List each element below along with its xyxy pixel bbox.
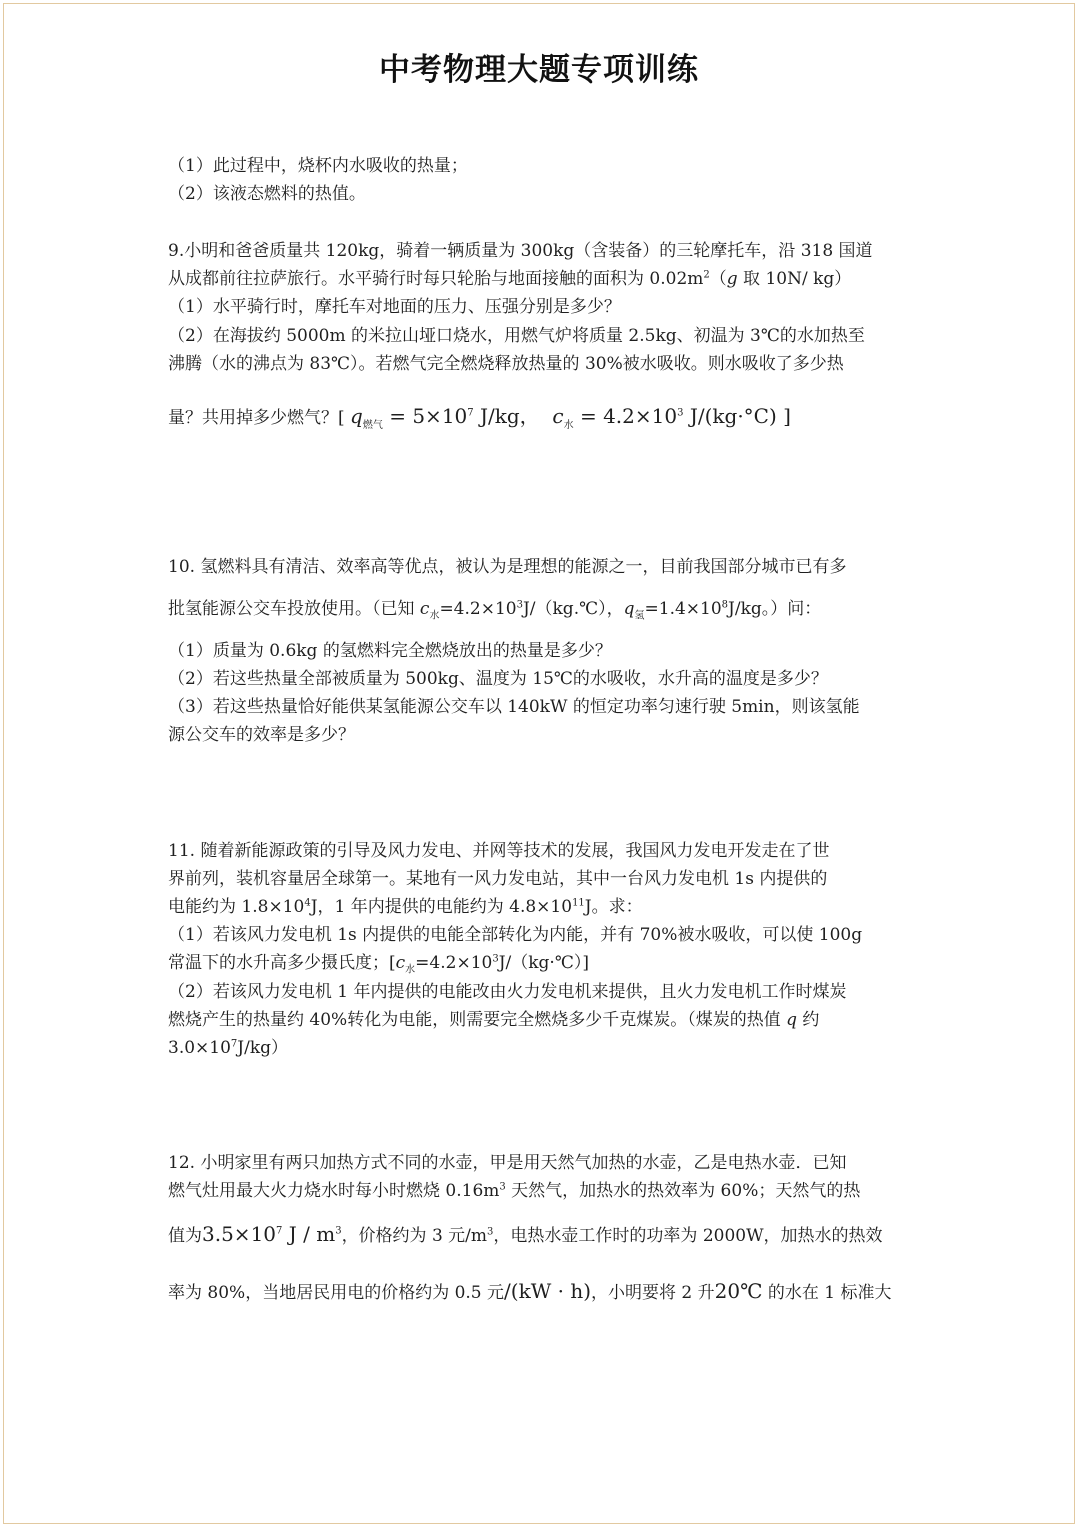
q11-part2-line2: 燃烧产生的热量约 40%转化为电能，则需要完全燃烧多少千克煤炭。（煤炭的热值 q 约 [168,1010,820,1030]
q11-part1-line1: （1）若该风力发电机 1s 内提供的电能全部转化为内能，并有 70%被水吸收，可以使 100g [168,925,863,945]
q11-line3: 电能约为 $1.8\times 10^4J$，1 年内提供的电能约为 $4.8\times 10^{11}J$。求： [168,897,643,917]
q10-part3-line2: 源公交车的效率是多少？ [168,725,355,745]
q9-formula: $q_{燃气} = 5\times 10^7$ J/kg， $c_水 = 4.2\times 10^3$ J/(kg·°C) ] [350,404,791,431]
q8-part2: （2）该液态燃料的热值。 [168,184,366,204]
q12-line1: 12. 小明家里有两只加热方式不同的水壶，甲是用天然气加热的水壶，乙是电热水壶．已知 [168,1153,847,1173]
document-page [3,3,1075,1524]
q10-line2: 批氢能源公交车投放使用。（已知 $c_水=4.2\times 10^3J/(kg.℃)$，$q_氢=1.4\times 10^8J/kg$。）问： [168,599,822,622]
page-title: 中考物理大题专项训练 [379,52,699,88]
q12-heat-value: $3.5\times 10^7$ J / $m^3$ [202,1222,342,1246]
q11-line2: 界前列，装机容量居全球第一。某地有一风力发电站，其中一台风力发电机 1s 内提供的 [168,869,828,889]
q9-part1: （1）水平骑行时，摩托车对地面的压力、压强分别是多少？ [168,297,621,317]
q10-part3-line1: （3）若这些热量恰好能供某氢能源公交车以 140kW 的恒定功率匀速行驶 5min，则该氢能 [168,697,860,717]
q11-part2-line1: （2）若该风力发电机 1 年内提供的电能改由火力发电机来提供，且火力发电机工作时煤炭 [168,982,847,1002]
q11-part2-line3: $3.0\times 10^7J/kg$） [168,1038,289,1058]
q10-line1: 10. 氢燃料具有清洁、效率高等优点，被认为是理想的能源之一，目前我国部分城市已有多 [168,557,847,577]
q11-part1-line2: 常温下的水升高多少摄氏度；$[c_水=4.2\times 10^3J/(kg\cdot℃)]$ [168,953,589,976]
q10-part1: （1）质量为 0.6kg 的氢燃料完全燃烧放出的热量是多少？ [168,641,612,661]
q11-line1: 11. 随着新能源政策的引导及风力发电、并网等技术的发展，我国风力发电开发走在了世 [168,841,830,861]
q10-part2: （2）若这些热量全部被质量为 500kg、温度为 15℃的水吸收，水升高的温度是多少？ [168,669,828,689]
q12-line2: 燃气灶用最大火力烧水时每小时燃烧 $0.16m^3$ 天然气，加热水的热效率为 60%；天然气的热 [168,1181,861,1201]
q12-line4: 率为 80%，当地居民用电的价格约为 0.5 元/(kW · h)，小明要将 2 升20℃ 的水在 1 标准大 [168,1279,892,1303]
q8-part1: （1）此过程中，烧杯内水吸收的热量； [168,156,468,176]
q9-line1: 9.小明和爸爸质量共 120kg，骑着一辆质量为 300kg（含装备）的三轮摩托车，沿 318 国道 [168,241,873,261]
q9-part2-line1: （2）在海拔约 5000m 的米拉山垭口烧水，用燃气炉将质量 2.5kg、初温为 3℃的水加热至 [168,326,865,346]
q9-line2: 从成都前往拉萨旅行。水平骑行时每只轮胎与地面接触的面积为 $0.02m^2(g$ 取 10N/ kg） [168,269,852,289]
q12-line3: 值为$3.5\times 10^7$ J / $m^3$，价格约为 3 元$/m^3$，电热水壶工作时的功率为 2000W，加热水的热效 [168,1222,883,1246]
q9-part2-line2: 沸腾（水的沸点为 83℃）。若燃气完全燃烧释放热量的 30%被水吸收。则水吸收了多少热 [168,354,844,374]
q9-part2-line3: 量？共用掉多少燃气？[ $q_{燃气} = 5\times 10^7$ J/kg， $c_水 = 4.2\times 10^3$ J/(kg·°C) ] [168,404,791,431]
